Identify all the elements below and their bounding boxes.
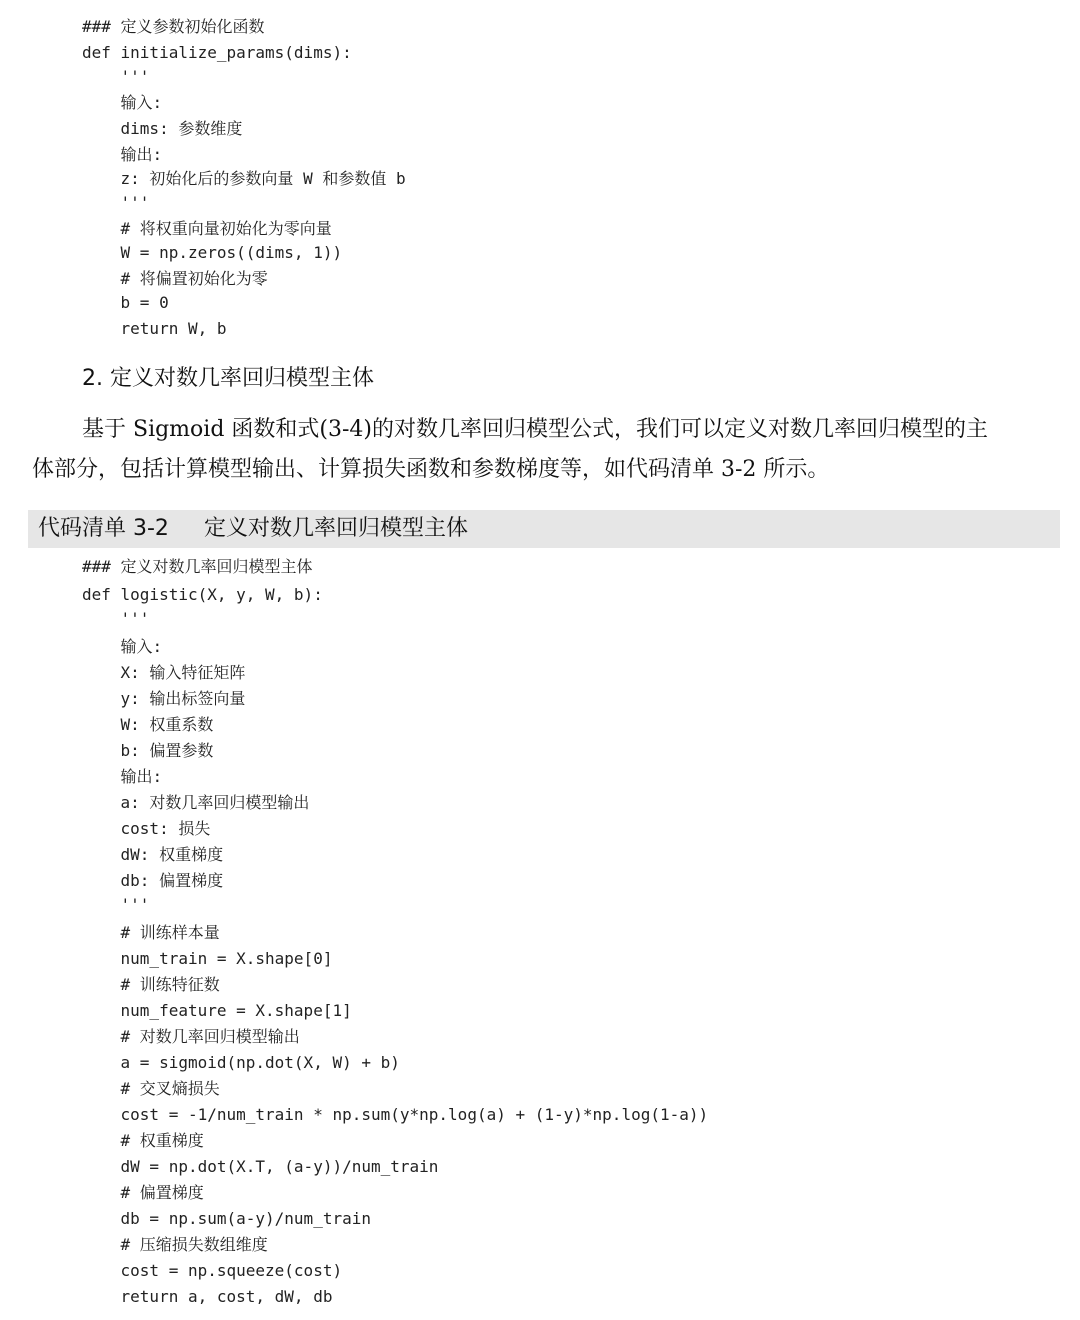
code-line: X: 输入特征矩阵: [82, 663, 246, 682]
body-paragraph: [32, 410, 1062, 490]
code-line: 输入:: [82, 93, 163, 112]
code-line: 输出:: [82, 145, 163, 164]
code-line: dW: 权重梯度: [82, 845, 224, 864]
code-line: # 交叉熵损失: [82, 1079, 220, 1098]
code-line: ''': [82, 193, 150, 212]
code-line: # 训练样本量: [82, 923, 220, 942]
code-line: num_train = X.shape[0]: [82, 949, 333, 968]
code-line: 输出:: [82, 767, 163, 786]
code-line: # 将偏置初始化为零: [82, 269, 268, 288]
code-line: def logistic(X, y, W, b):: [82, 585, 323, 604]
code-line: W = np.zeros((dims, 1)): [82, 243, 343, 262]
code-line: y: 输出标签向量: [82, 689, 246, 708]
code-line: b = 0: [82, 293, 169, 312]
code-line: # 将权重向量初始化为零向量: [82, 219, 332, 238]
listing-caption-bar: [28, 510, 1060, 548]
code-line: num_feature = X.shape[1]: [82, 1001, 352, 1020]
listing-number: 代码清单 3-2: [38, 516, 169, 541]
code-line: db = np.sum(a-y)/num_train: [82, 1209, 371, 1228]
code-line: dims: 参数维度: [82, 119, 243, 138]
code-line: ''': [82, 609, 150, 628]
code-line: dW = np.dot(X.T, (a-y))/num_train: [82, 1157, 439, 1176]
code-block-initialize-params: [0, 16, 406, 338]
code-line: a: 对数几率回归模型输出: [82, 793, 310, 812]
code-line: z: 初始化后的参数向量 W 和参数值 b: [82, 169, 406, 188]
code-line: # 权重梯度: [82, 1131, 204, 1150]
code-line: cost = -1/num_train * np.sum(y*np.log(a) + (1-y)*np.log(1-a)): [82, 1105, 709, 1124]
code-line: # 对数几率回归模型输出: [82, 1027, 300, 1046]
code-line: ### 定义对数几率回归模型主体: [82, 557, 313, 576]
code-line: def initialize_params(dims):: [82, 43, 352, 62]
code-line: return a, cost, dW, db: [82, 1287, 333, 1306]
code-line: # 偏置梯度: [82, 1183, 204, 1202]
listing-title: 定义对数几率回归模型主体: [204, 516, 469, 541]
section-heading: 2. 定义对数几率回归模型主体: [82, 366, 374, 391]
code-line: cost = np.squeeze(cost): [82, 1261, 343, 1280]
code-block-logistic: [0, 556, 709, 1306]
code-line: ''': [82, 895, 150, 914]
code-line: # 训练特征数: [82, 975, 220, 994]
code-line: ''': [82, 67, 150, 86]
code-line: # 压缩损失数组维度: [82, 1235, 268, 1254]
code-line: ### 定义参数初始化函数: [82, 17, 265, 36]
code-line: a = sigmoid(np.dot(X, W) + b): [82, 1053, 400, 1072]
code-line: return W, b: [82, 319, 227, 338]
code-line: cost: 损失: [82, 819, 211, 838]
paragraph-line-2: 体部分，包括计算模型输出、计算损失函数和参数梯度等，如代码清单 3-2 所示。: [32, 457, 830, 482]
code-line: b: 偏置参数: [82, 741, 214, 760]
code-line: W: 权重系数: [82, 715, 214, 734]
code-line: 输入:: [82, 637, 163, 656]
paragraph-line-1: 基于 Sigmoid 函数和式(3-4)的对数几率回归模型公式，我们可以定义对数几率回归模型的主: [82, 417, 988, 442]
code-line: db: 偏置梯度: [82, 871, 224, 890]
